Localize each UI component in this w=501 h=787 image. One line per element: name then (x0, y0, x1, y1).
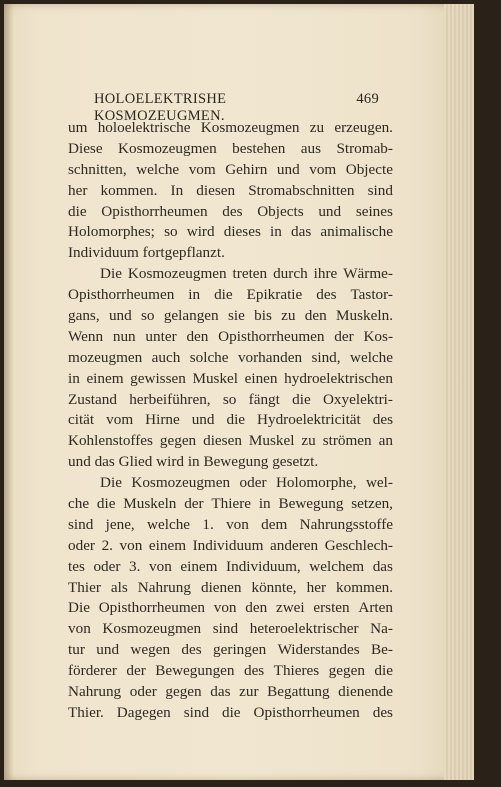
running-title: HOLOELEKTRISHE KOSMOZEUGMEN. (94, 91, 227, 124)
text-line: um holoelektrische Kosmozeugmen zu erzeugen. (68, 119, 393, 136)
text-line: Die Opisthorrheumen von den zwei ersten Arten (68, 599, 393, 617)
text-line: Nahrung oder gegen das zur Begattung dienende (68, 683, 393, 701)
text-line: die Opisthorrheumen des Objects und seines (68, 202, 393, 220)
page-number: 469 (356, 91, 379, 107)
text-line: förderer der Bewegungen des Thieres gegen die (68, 662, 393, 680)
text-line: oder 2. von einem Individuum anderen Geschlech- (68, 536, 393, 554)
text-line: Zustand herbeiführen, so fängt die Oxyelektri- (68, 390, 393, 408)
text-line: von Kosmozeugmen sind heteroelektrischer Na- (68, 620, 393, 638)
text-line: Thier. Dagegen sind die Opisthorrheumen des (68, 703, 393, 721)
text-line: Diese Kosmozeugmen bestehen aus Stromab- (68, 139, 393, 157)
text-line: Individuum fortgepflanzt. (68, 244, 225, 262)
text-line: und das Glied wird in Bewegung gesetzt. (68, 453, 319, 471)
body-text (68, 118, 393, 724)
text-line: schnitten, welche vom Gehirn und vom Objecte (68, 160, 393, 178)
text-line: Thier als Nahrung dienen könnte, her kommen. (68, 578, 393, 596)
page-edge-stack (444, 4, 474, 780)
spine-shadow (4, 4, 14, 780)
text-line: mozeugmen auch solche vorhanden sind, welche (68, 348, 393, 366)
text-line: Die Kosmozeugmen treten durch ihre Wärme- (100, 265, 393, 283)
text-line: Die Kosmozeugmen oder Holomorphe, wel- (100, 474, 393, 492)
text-line: sind jene, welche 1. von dem Nahrungsstoffe (68, 515, 393, 533)
text-line: tur und wegen des geringen Widerstandes Be- (68, 641, 393, 659)
text-line: che die Muskeln der Thiere in Bewegung setzen, (68, 495, 393, 513)
text-line: her kommen. In diesen Stromabschnitten sind (68, 181, 393, 199)
text-line: gans, und so gelangen sie bis zu den Muskeln. (68, 307, 393, 325)
text-line: cität vom Hirne und die Hydroelektricität des (68, 411, 393, 429)
text-line: in einem gewissen Muskel einen hydroelektrischen (68, 369, 393, 387)
text-line: Holomorphes; so wird dieses in das animalische (68, 223, 393, 241)
book-page (4, 4, 474, 780)
text-line: Kohlenstoffes gegen diesen Muskel zu strömen an (68, 432, 393, 450)
text-line: Opisthorrheumen in die Epikratie des Tastor- (68, 286, 393, 304)
text-line: tes oder 3. von einem Individuum, welchem das (68, 557, 393, 575)
text-line: Wenn nun unter den Opisthorrheumen der Kos- (68, 327, 393, 345)
